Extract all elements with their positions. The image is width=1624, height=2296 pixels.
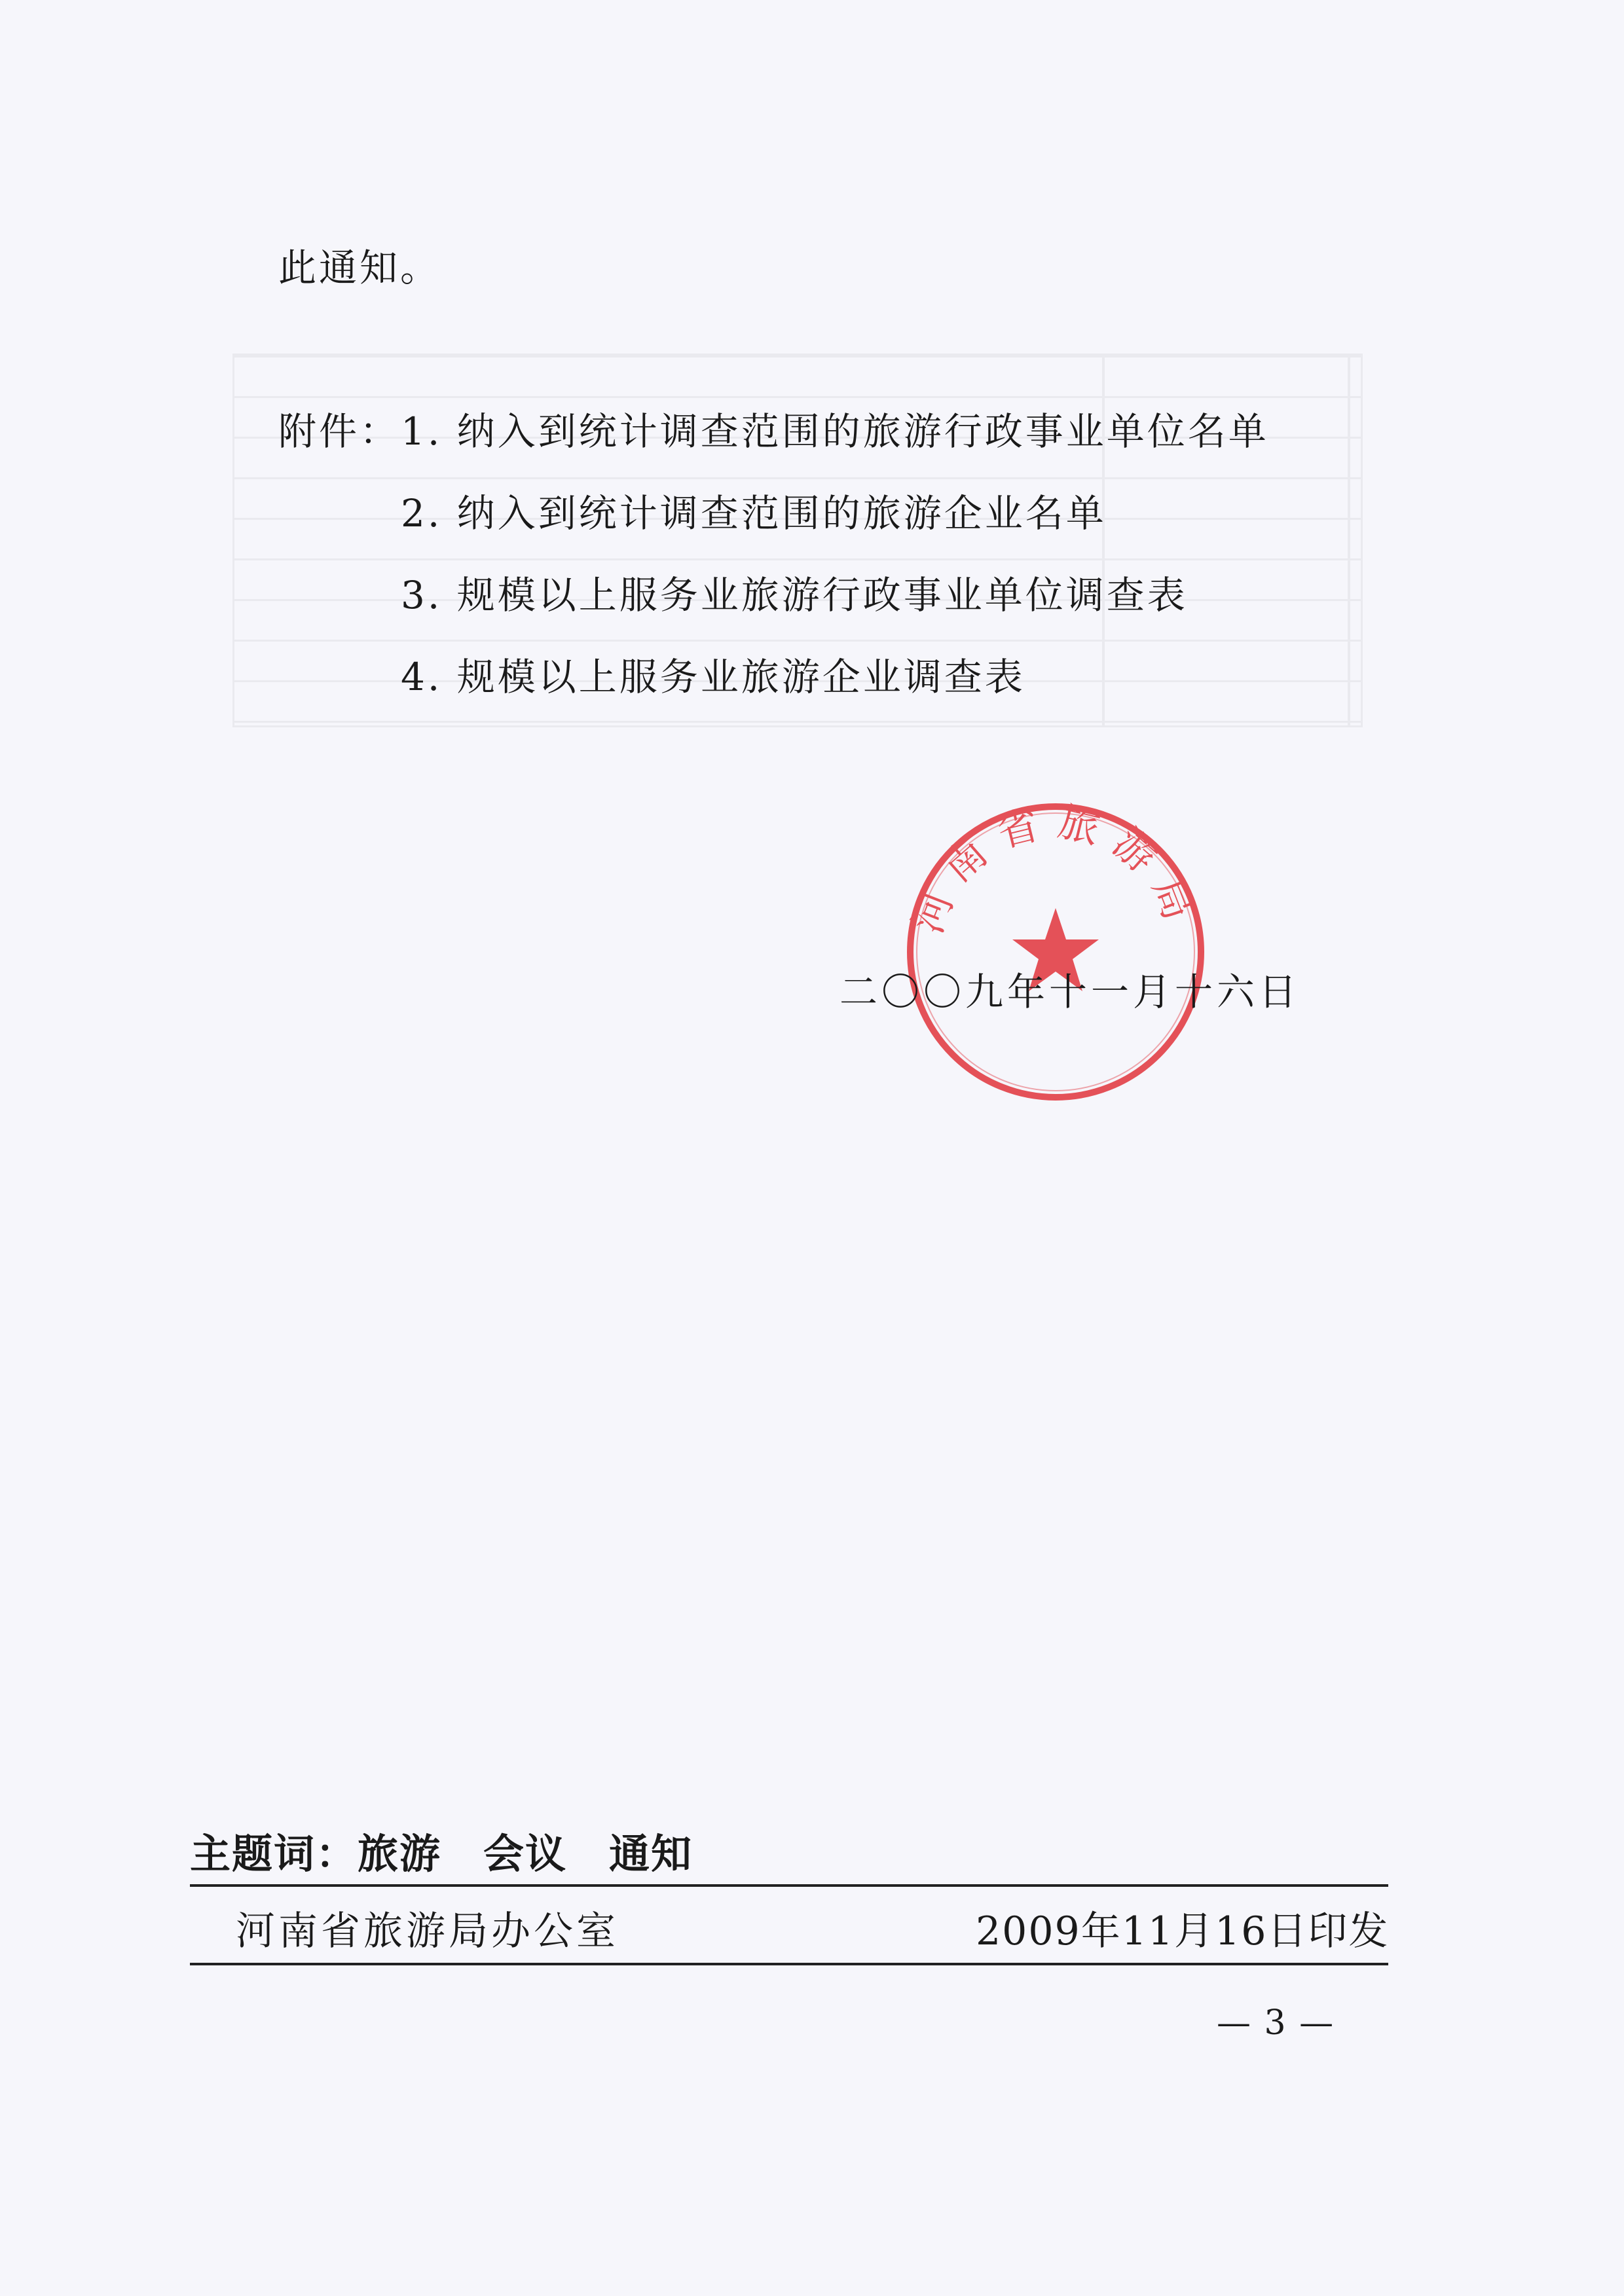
closing-text: 此通知。 [278,246,441,290]
issuing-office: 河南省旅游局办公室 [236,1908,619,1954]
page-number: — 3 — [1217,2003,1335,2043]
attachment-item-4: 4. 规模以上服务业旅游企业调查表 [401,655,1025,699]
attachment-item-2: 2. 纳入到统计调查范围的旅游企业名单 [401,491,1107,536]
issue-date: 2009年11月16日印发 [976,1908,1390,1954]
attachments-label: 附件： [278,409,401,454]
official-seal [904,800,1208,1104]
attachment-item-3: 3. 规模以上服务业旅游行政事业单位调查表 [401,573,1188,617]
signature-date: 二〇〇九年十一月十六日 [840,970,1301,1014]
footer-rule-bottom [190,1963,1388,1965]
attachment-item-1: 1. 纳入到统计调查范围的旅游行政事业单位名单 [401,409,1269,454]
keywords-line: 主题词：旅游 会议 通知 [190,1830,693,1878]
seal-text: 河南省旅游局 [904,800,1208,940]
footer-rule-top [190,1884,1388,1887]
